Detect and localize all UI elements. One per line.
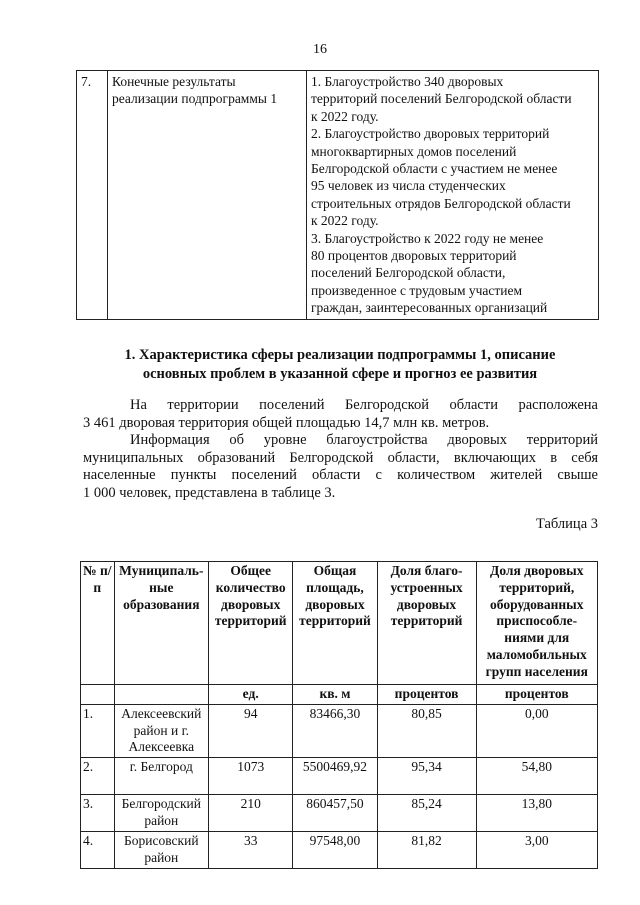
row-area: 5500469,92 — [293, 758, 377, 795]
result-line: граждан, заинтересованных организаций — [311, 300, 548, 316]
row-number: 1. — [81, 704, 115, 757]
label-line: Конечные результаты — [112, 74, 236, 89]
results-row-label — [108, 71, 307, 320]
result-line: поселений Белгородской области, — [311, 265, 506, 281]
table-row — [81, 795, 598, 832]
header-municipality: Муниципаль-ные образования — [114, 562, 209, 685]
table-row — [81, 704, 598, 757]
row-number: 3. — [81, 795, 115, 832]
header-improved-share: Доля благо-устроенных дворовых территорий — [377, 562, 476, 685]
paragraph-line: 3 461 дворовая территория общей площадью 14,7 млн кв. метров. — [83, 414, 490, 431]
row-improved-share: 80,85 — [377, 704, 476, 757]
row-mobility-share: 13,80 — [476, 795, 597, 832]
result-line: территорий поселений Белгородской области — [311, 91, 572, 107]
row-area: 83466,30 — [293, 704, 377, 757]
row-number: 2. — [81, 758, 115, 795]
results-row-number: 7. — [77, 71, 108, 320]
result-line: 2. Благоустройство дворовых территорий — [311, 126, 550, 142]
label-line: реализации подпрограммы 1 — [112, 91, 278, 107]
section-title-line: основных проблем в указанной сфере и прогноз ее развития — [142, 366, 538, 382]
row-municipality: Борисовский район — [114, 832, 209, 869]
paragraph-information — [83, 432, 598, 502]
row-area: 97548,00 — [293, 832, 377, 869]
row-mobility-share: 0,00 — [476, 704, 597, 757]
row-count: 210 — [209, 795, 293, 832]
result-line: к 2022 году. — [311, 108, 379, 124]
row-mobility-share: 54,80 — [476, 758, 597, 795]
row-mobility-share: 3,00 — [476, 832, 597, 869]
improvement-table — [80, 561, 598, 869]
result-line: произведенное с трудовым участием — [311, 282, 523, 298]
unit-number — [81, 685, 115, 705]
section-title — [100, 346, 580, 384]
paragraph-line: На территории поселений Белгородской области расположена — [130, 397, 598, 413]
table-row — [81, 832, 598, 869]
row-count: 1073 — [209, 758, 293, 795]
result-line: многоквартирных домов поселений — [311, 143, 517, 159]
result-line: 1. Благоустройство 340 дворовых — [311, 74, 504, 89]
section-title-line: 1. Характеристика сферы реализации подпрограммы 1, описание — [124, 347, 556, 363]
row-municipality: Алексеевский район и г. Алексеевка — [114, 704, 209, 757]
result-line: 80 процентов дворовых территорий — [311, 248, 517, 264]
row-municipality: Белгородский район — [114, 795, 209, 832]
row-number: 4. — [81, 832, 115, 869]
result-line: Белгородской области с участием не менее — [311, 161, 558, 177]
result-line: к 2022 году. — [311, 213, 379, 229]
table-units-row — [81, 685, 598, 705]
row-improved-share: 81,82 — [377, 832, 476, 869]
header-mobility-share: Доля дворовых территорий, оборудованных приспособле-ниями для маломобильных групп населения — [476, 562, 597, 685]
row-improved-share: 85,24 — [377, 795, 476, 832]
unit-area: кв. м — [293, 685, 377, 705]
row-count: 33 — [209, 832, 293, 869]
table-caption: Таблица 3 — [535, 516, 598, 532]
unit-count: ед. — [209, 685, 293, 705]
row-area: 860457,50 — [293, 795, 377, 832]
results-row — [77, 71, 599, 320]
result-line: 3. Благоустройство к 2022 году не менее — [311, 230, 544, 246]
table-header-row — [81, 562, 598, 685]
page-number: 16 — [313, 42, 327, 57]
paragraph-line: населенные пункты поселений области с количеством жителей свыше — [83, 467, 598, 484]
unit-mobility-share: процентов — [476, 685, 597, 705]
header-count: Общее количество дворовых территорий — [209, 562, 293, 685]
header-number: № п/п — [81, 562, 115, 685]
paragraph-line: муниципальных образований Белгородской области, включающих в себя — [83, 449, 598, 466]
result-line: 95 человек из числа студенческих — [311, 178, 506, 194]
results-table — [76, 70, 599, 320]
result-line: строительных отрядов Белгородской области — [311, 195, 571, 211]
unit-improved-share: процентов — [377, 685, 476, 705]
unit-municipality — [114, 685, 209, 705]
row-improved-share: 95,34 — [377, 758, 476, 795]
paragraph-territory — [83, 397, 598, 432]
table-row — [81, 758, 598, 795]
row-count: 94 — [209, 704, 293, 757]
row-municipality: г. Белгород — [114, 758, 209, 795]
results-row-content — [307, 71, 599, 320]
header-area: Общая площадь, дворовых территорий — [293, 562, 377, 685]
paragraph-line: 1 000 человек, представлена в таблице 3. — [83, 484, 336, 501]
paragraph-line: Информация об уровне благоустройства дворовых территорий — [130, 432, 598, 448]
